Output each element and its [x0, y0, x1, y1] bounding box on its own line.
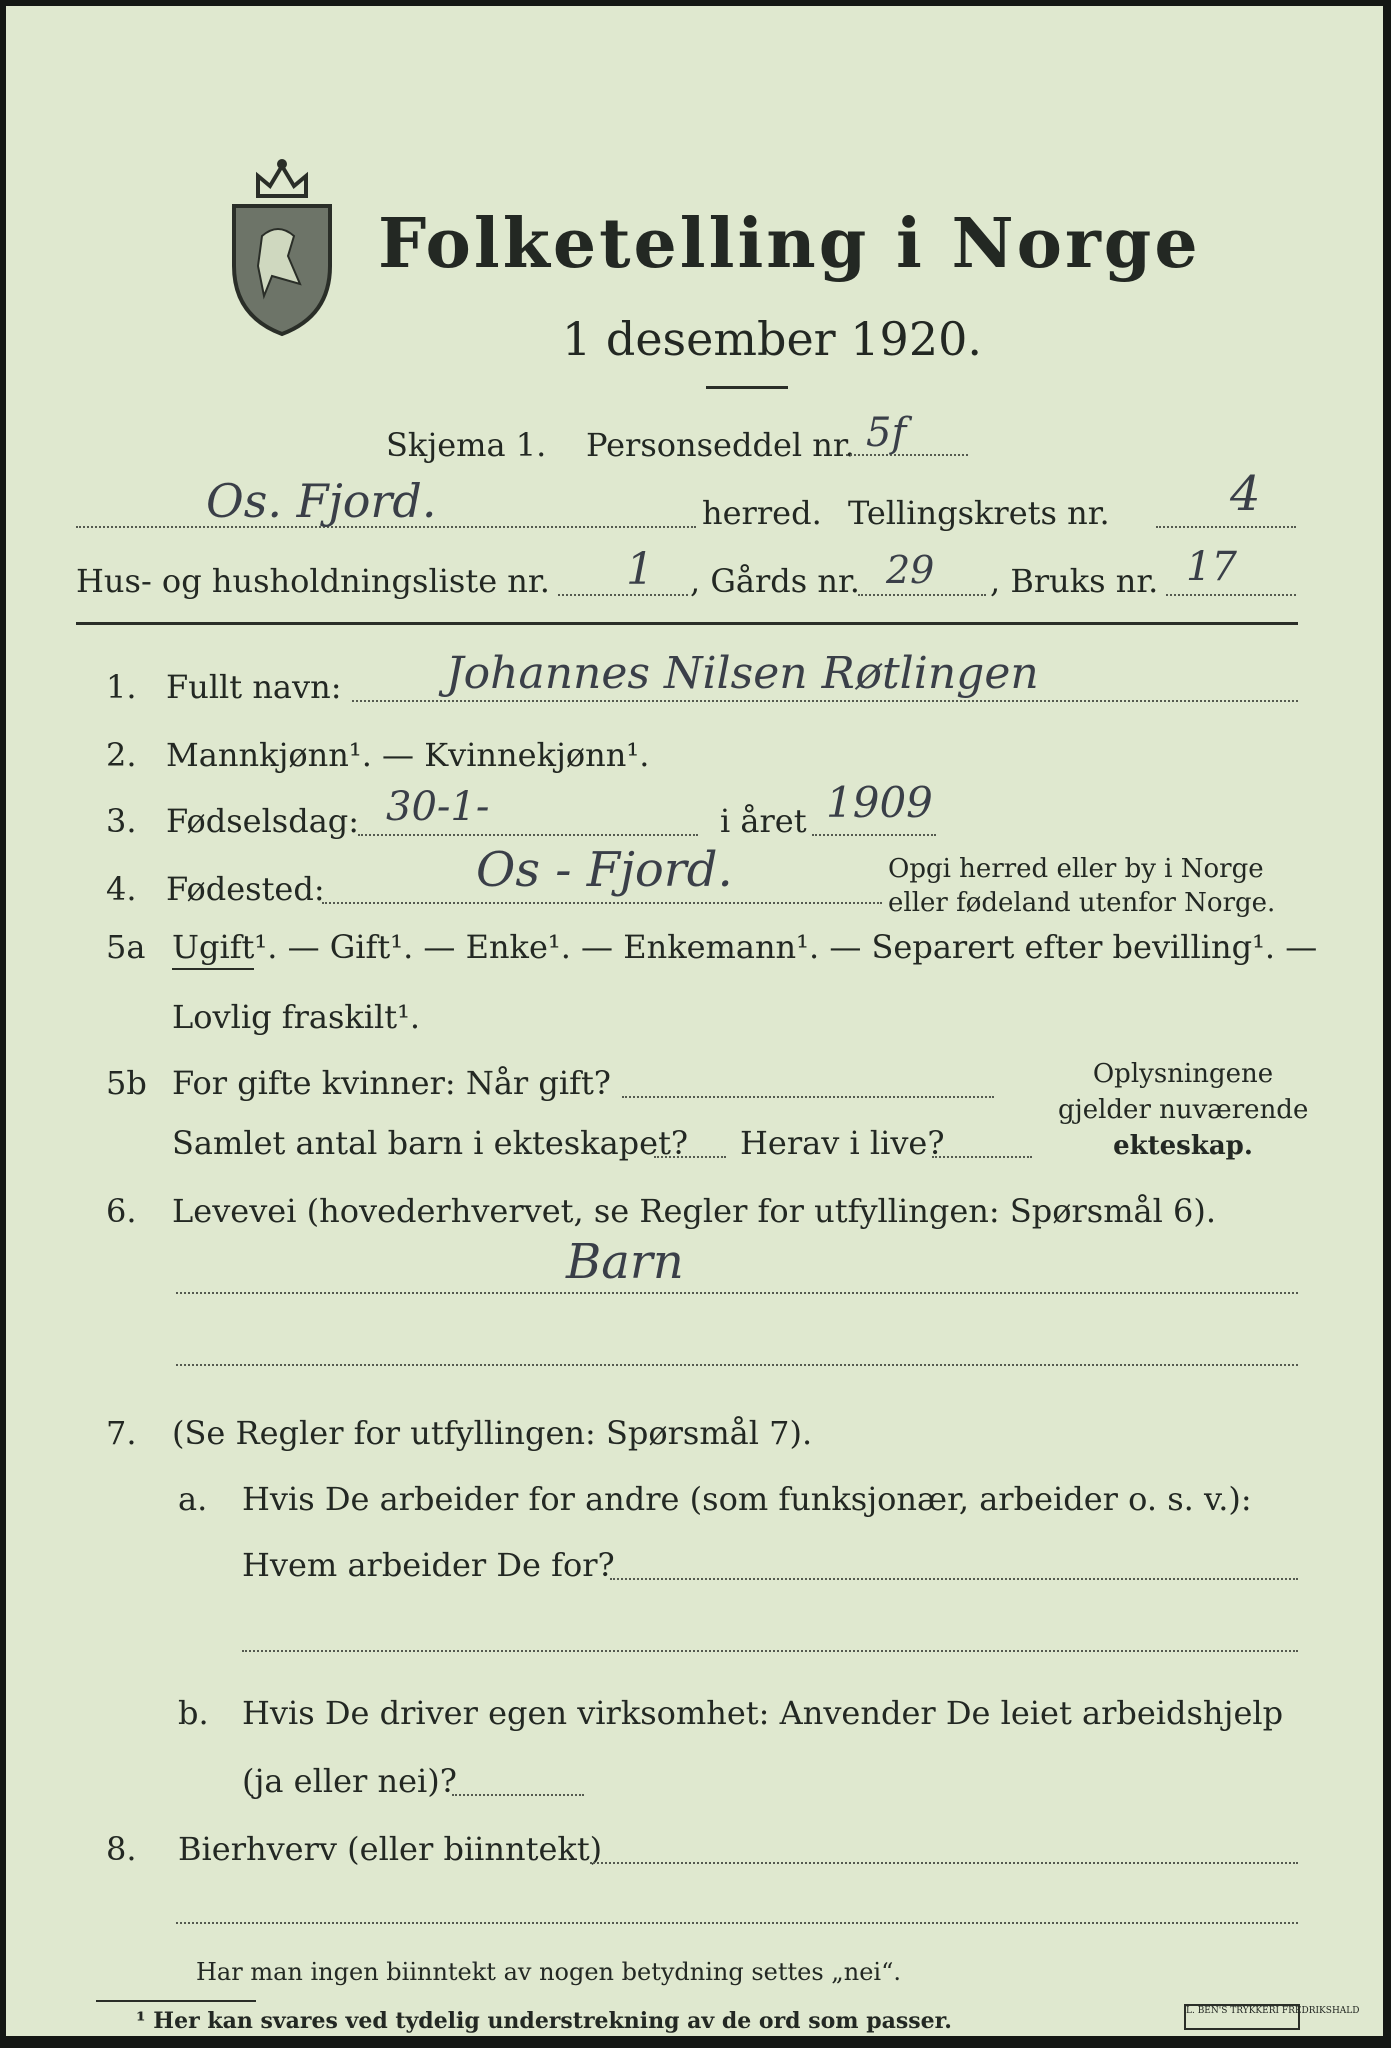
q6-number: 6.: [106, 1192, 137, 1230]
q8-text: Bierhverv (eller biinntekt): [178, 1830, 603, 1868]
q7b-text: Hvis De driver egen virksomhet: Anvender De leiet arbeidshjelp: [242, 1694, 1284, 1732]
husliste-label: Hus- og husholdningsliste nr.: [76, 562, 550, 600]
census-date: 1 desember 1920.: [562, 312, 982, 366]
q4-note: [888, 852, 1275, 920]
q1-label: Fullt navn:: [166, 668, 342, 706]
q5b-note-line2: gjelder nuværende: [1058, 1095, 1309, 1125]
q5b-line1: For gifte kvinner: Når gift?: [172, 1064, 611, 1102]
q5b-alive-line: [932, 1156, 1032, 1158]
q8-note: Har man ingen biinntekt av nogen betydning settes „nei“.: [196, 1958, 901, 1986]
q8-line2: [176, 1922, 1298, 1924]
tellingskrets-label: Tellingskrets nr.: [848, 494, 1110, 532]
q6-line2: [176, 1364, 1298, 1366]
q4-label: Fødested:: [166, 870, 325, 908]
q3-number: 3.: [106, 802, 137, 840]
q7b-line: [452, 1794, 584, 1796]
q5b-children-line: [654, 1156, 726, 1158]
q5b-line2a: Samlet antal barn i ekteskapet?: [172, 1124, 689, 1162]
q7a-text: Hvis De arbeider for andre (som funksjonær, arbeider o. s. v.):: [242, 1480, 1252, 1518]
q4-number: 4.: [106, 870, 137, 908]
footnote-rule: [96, 2000, 256, 2002]
tellingskrets-value[interactable]: 4: [1230, 466, 1261, 522]
q5a-text2: Lovlig fraskilt¹.: [172, 998, 421, 1036]
q6-text: Levevei (hovederhvervet, se Regler for utfyllingen: Spørsmål 6).: [172, 1192, 1217, 1230]
footnote: ¹ Her kan svares ved tydelig understrekning av de ord som passer.: [136, 2008, 952, 2034]
bruks-label: , Bruks nr.: [990, 562, 1159, 600]
personseddel-line: [846, 454, 968, 456]
husliste-line: [558, 594, 688, 596]
tellingskrets-line: [1156, 526, 1296, 528]
header-rule: [76, 622, 1298, 625]
q5b-married-line: [622, 1096, 994, 1098]
coat-of-arms-icon: [228, 156, 336, 336]
gards-value[interactable]: 29: [886, 548, 935, 592]
full-name-value[interactable]: Johannes Nilsen Røtlingen: [446, 648, 1039, 699]
birthday-value[interactable]: 30-1-: [386, 784, 490, 830]
q2-number: 2.: [106, 736, 137, 774]
q8-line: [590, 1862, 1298, 1864]
q7a-text2: Hvem arbeider De for?: [242, 1546, 615, 1584]
q5b-note-line1: Oplysningene: [1092, 1059, 1274, 1089]
personseddel-label: Personseddel nr.: [586, 426, 855, 464]
q5a-text: Ugift¹. — Gift¹. — Enke¹. — Enkemann¹. — Separert efter bevilling¹. —: [172, 928, 1318, 966]
census-form: [6, 6, 1383, 2036]
personseddel-value[interactable]: 5f: [866, 410, 907, 456]
q1-line: [352, 700, 1298, 702]
husliste-value[interactable]: 1: [626, 544, 654, 595]
form-title: Folketelling i Norge: [378, 204, 1201, 284]
skjema-label: Skjema 1.: [386, 426, 547, 464]
q4-note-line1: Opgi herred eller by i Norge: [888, 854, 1264, 884]
q1-number: 1.: [106, 668, 137, 706]
q4-line: [322, 902, 882, 904]
q7-number: 7.: [106, 1414, 137, 1452]
q7a-line: [610, 1578, 1298, 1580]
birthplace-value[interactable]: Os - Fjord.: [476, 842, 733, 898]
q6-line1: [176, 1292, 1298, 1294]
q7b-text2: (ja eller nei)?: [242, 1762, 457, 1800]
birth-year-value[interactable]: 1909: [826, 778, 933, 827]
q4-note-line2: eller fødeland utenfor Norge.: [888, 888, 1276, 918]
occupation-value[interactable]: Barn: [566, 1234, 684, 1290]
gards-label: , Gårds nr.: [690, 562, 860, 600]
q5b-number: 5b: [106, 1064, 147, 1102]
gards-line: [858, 594, 986, 596]
q3-line: [358, 834, 698, 836]
title-divider: [706, 386, 788, 389]
q5b-note: [1058, 1056, 1308, 1164]
q3-label: Fødselsdag:: [166, 802, 360, 840]
printer-mark: L. BEN'S TRYKKERI FREDRIKSHALD: [1184, 2004, 1300, 2030]
q7b-label: b.: [178, 1694, 209, 1732]
q7a-line2: [242, 1650, 1298, 1652]
q2-text: Mannkjønn¹. — Kvinnekjønn¹.: [166, 736, 650, 774]
bruks-line: [1166, 594, 1296, 596]
ugift-underline: [172, 968, 254, 970]
q5a-number: 5a: [106, 928, 146, 966]
q8-number: 8.: [106, 1830, 137, 1868]
q5b-note-line3: ekteskap.: [1113, 1131, 1253, 1161]
q5b-line2b: Herav i live?: [740, 1124, 945, 1162]
q3-year-line: [812, 834, 936, 836]
q7a-label: a.: [178, 1480, 208, 1518]
herred-label: herred.: [702, 494, 822, 532]
bruks-value[interactable]: 17: [1186, 544, 1237, 590]
q7-text: (Se Regler for utfyllingen: Spørsmål 7).: [172, 1414, 813, 1452]
herred-value[interactable]: Os. Fjord.: [206, 474, 437, 528]
q3-year-label: i året: [720, 802, 807, 840]
